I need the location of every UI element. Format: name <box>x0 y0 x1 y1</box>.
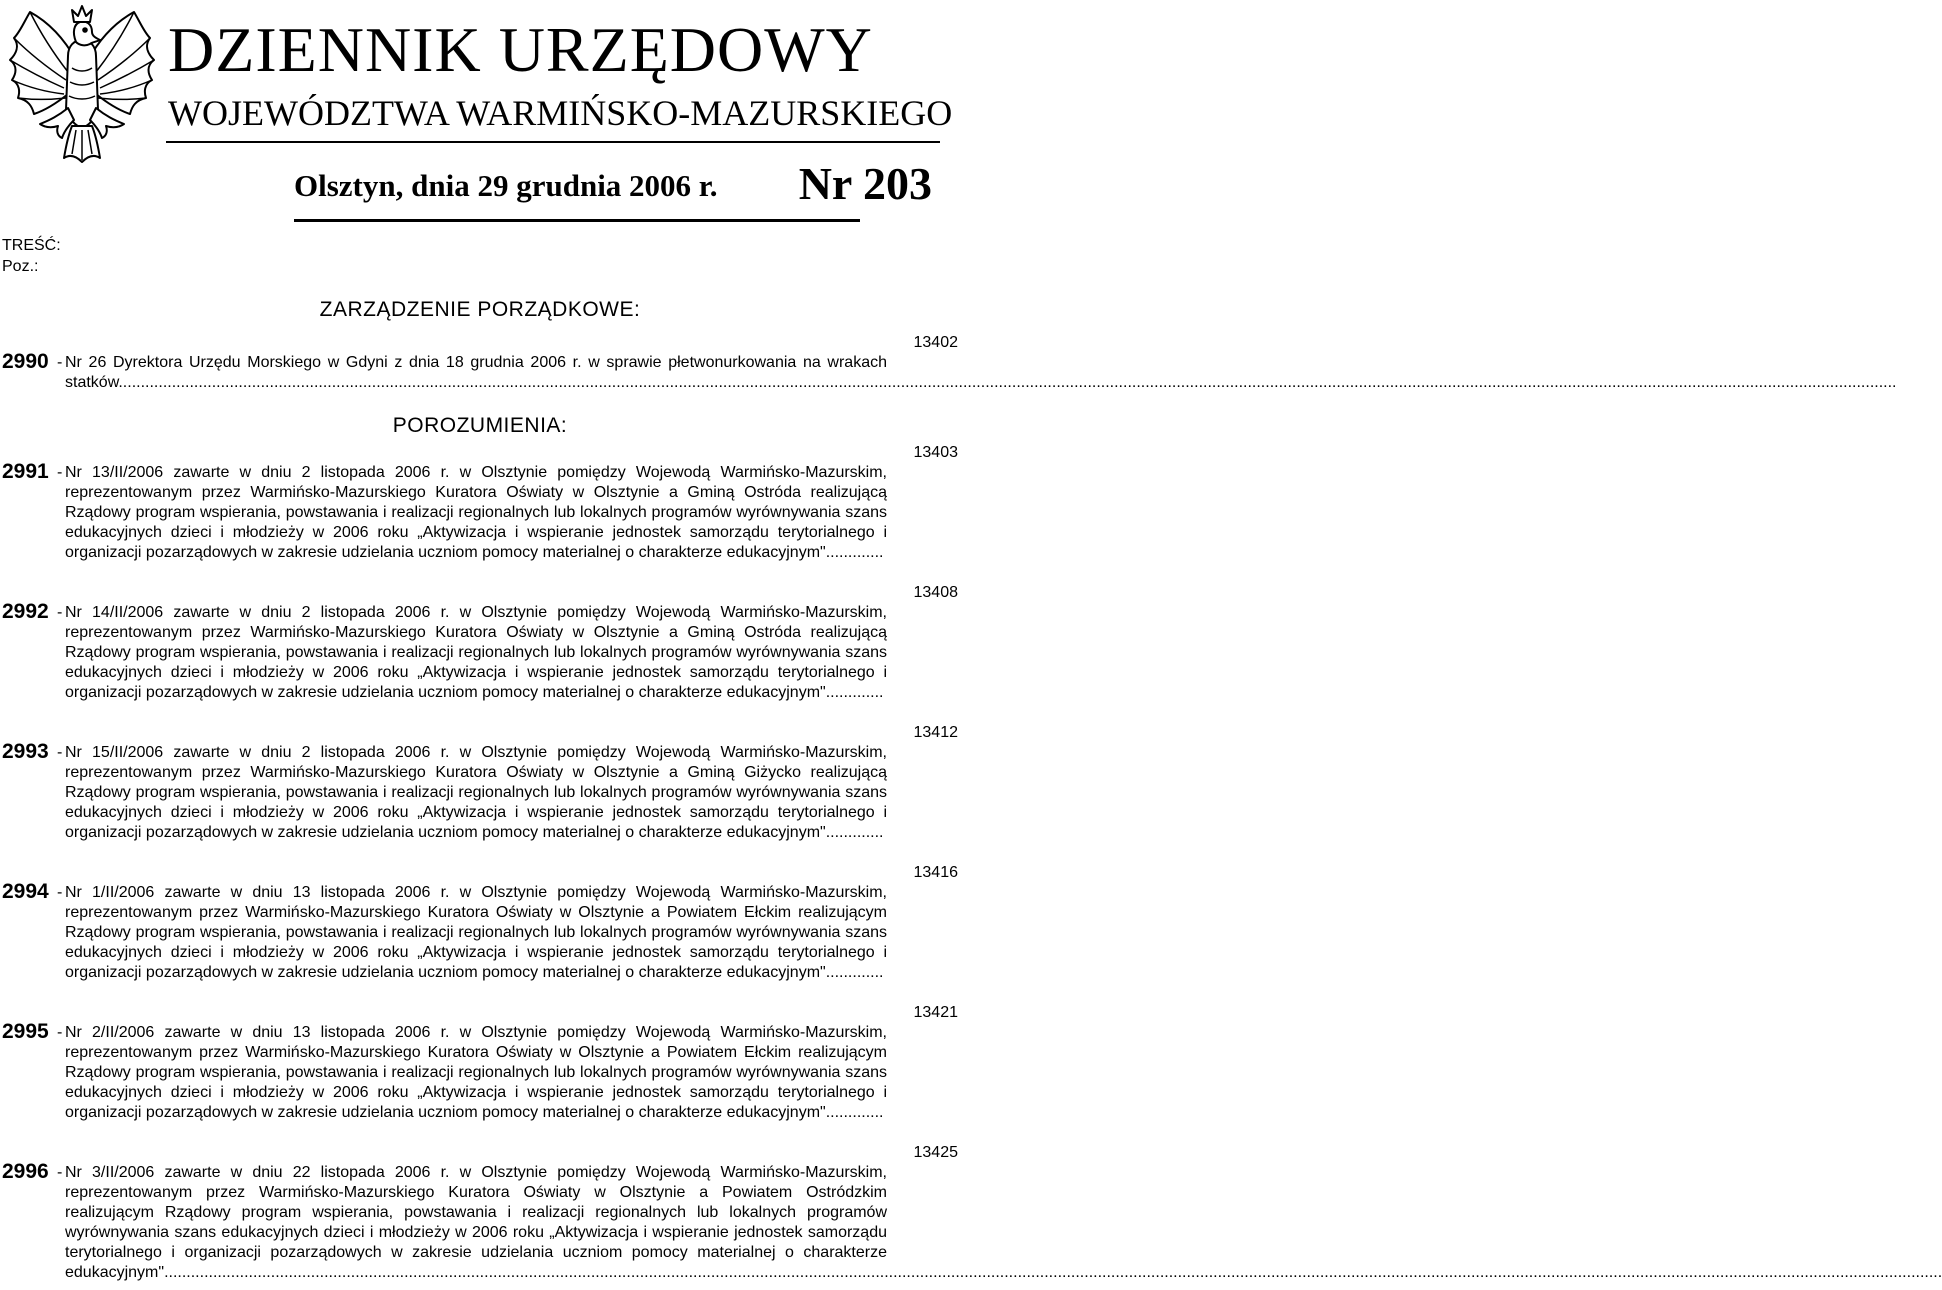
entry-title: Nr 13/II/2006 zawarte w dniu 2 listopada 2006 r. w Olsztynie pomiędzy Wojewodą Warmińsko-Mazurskim, reprezentowanym przez Warmińsko-Mazurskiego Kuratora Oświaty w Olsztynie a Gminą Ostróda realizującą Rządowy program wspierania, powstawania i realizacji regionalnych lub lokalnych programów wyrównywania szans edukacyjnych dzieci i młodzieży w 2006 roku „Aktywizacja i wspieranie jednostek samorządu terytorialnego i organizacji pozarządowych w zakresie udzielania uczniom pomocy materialnej o charakterze edukacyjnym" <box>65 464 887 561</box>
entry-text-block <box>65 353 1897 393</box>
leader-dots: ............. <box>825 1104 884 1121</box>
leader-dots: ................................................................................................................................................................................................................................................................................................................................................................................................................ <box>118 374 1897 391</box>
entry-page-number: 13412 <box>913 724 958 741</box>
entry-text-block <box>65 1023 887 1123</box>
journal-subtitle: WOJEWÓDZTWA WARMIŃSKO-MAZURSKIEGO <box>168 93 953 133</box>
dateline-rule <box>294 219 860 222</box>
entry-text-block <box>65 603 887 703</box>
entry-page-number: 13402 <box>913 334 958 351</box>
leader-dots: ............. <box>825 824 884 841</box>
entry-number: 2994 <box>2 880 49 903</box>
leader-dots: ............. <box>825 964 884 981</box>
entry-page-number: 13408 <box>913 584 958 601</box>
position-label: Poz.: <box>2 258 39 275</box>
entry-dash: - <box>57 604 63 621</box>
entry-number: 2990 <box>2 350 49 373</box>
entry-page-number: 13416 <box>913 864 958 881</box>
entry-title: Nr 1/II/2006 zawarte w dniu 13 listopada 2006 r. w Olsztynie pomiędzy Wojewodą Warmińsko-Mazurskim, reprezentowanym przez Warmińsko-Mazurskiego Kuratora Oświaty w Olsztynie a Powiatem Ełckim realizującym Rządowy program wspierania, powstawania i realizacji regionalnych lub lokalnych programów wyrównywania szans edukacyjnych dzieci i młodzieży w 2006 roku „Aktywizacja i wspieranie jednostek samorządu terytorialnego i organizacji pozarządowych w zakresie udzielania uczniom pomocy materialnej o charakterze edukacyjnym" <box>65 884 887 981</box>
entry-dash: - <box>57 1164 63 1181</box>
section-heading-orders: ZARZĄDZENIE PORZĄDKOWE: <box>319 298 641 321</box>
entry-title: Nr 26 Dyrektora Urzędu Morskiego w Gdyni z dnia 18 grudnia 2006 r. w sprawie płetwonurkowania na wrakach statków <box>65 354 887 391</box>
entry-dash: - <box>57 354 63 371</box>
entry-number: 2996 <box>2 1160 49 1183</box>
entry-title: Nr 15/II/2006 zawarte w dniu 2 listopada 2006 r. w Olsztynie pomiędzy Wojewodą Warmińsko-Mazurskim, reprezentowanym przez Warmińsko-Mazurskiego Kuratora Oświaty w Olsztynie a Gminą Giżycko realizującą Rządowy program wspierania, powstawania i realizacji regionalnych lub lokalnych programów wyrównywania szans edukacyjnych dzieci i młodzieży w 2006 roku „Aktywizacja i wspieranie jednostek samorządu terytorialnego i organizacji pozarządowych w zakresie udzielania uczniom pomocy materialnej o charakterze edukacyjnym" <box>65 744 887 841</box>
entry-title: Nr 14/II/2006 zawarte w dniu 2 listopada 2006 r. w Olsztynie pomiędzy Wojewodą Warmińsko-Mazurskim, reprezentowanym przez Warmińsko-Mazurskiego Kuratora Oświaty w Olsztynie a Gminą Ostróda realizującą Rządowy program wspierania, powstawania i realizacji regionalnych lub lokalnych programów wyrównywania szans edukacyjnych dzieci i młodzieży w 2006 roku „Aktywizacja i wspieranie jednostek samorządu terytorialnego i organizacji pozarządowych w zakresie udzielania uczniom pomocy materialnej o charakterze edukacyjnym" <box>65 604 887 701</box>
leader-dots: ................................................................................................................................................................................................................................................................................................................................................................................................................ <box>164 1264 1942 1281</box>
entry-title: Nr 2/II/2006 zawarte w dniu 13 listopada 2006 r. w Olsztynie pomiędzy Wojewodą Warmińsko-Mazurskim, reprezentowanym przez Warmińsko-Mazurskiego Kuratora Oświaty w Olsztynie a Powiatem Ełckim realizującym Rządowy program wspierania, powstawania i realizacji regionalnych lub lokalnych programów wyrównywania szans edukacyjnych dzieci i młodzieży w 2006 roku „Aktywizacja i wspieranie jednostek samorządu terytorialnego i organizacji pozarządowych w zakresie udzielania uczniom pomocy materialnej o charakterze edukacyjnym" <box>65 1024 887 1121</box>
entry-dash: - <box>57 464 63 481</box>
entry-title: Nr 3/II/2006 zawarte w dniu 22 listopada 2006 r. w Olsztynie pomiędzy Wojewodą Warmińsko-Mazurskim, reprezentowanym przez Warmińsko-Mazurskiego Kuratora Oświaty w Olsztynie a Powiatem Ostródzkim realizującym Rządowy program wspierania, powstawania i realizacji regionalnych lub lokalnych programów wyrównywania szans edukacyjnych dzieci i młodzieży w 2006 roku „Aktywizacja i wspieranie jednostek samorządu terytorialnego i organizacji pozarządowych w zakresie udzielania uczniom pomocy materialnej o charakterze edukacyjnym" <box>65 1164 887 1281</box>
entry-page-number: 13403 <box>913 444 958 461</box>
entry-number: 2991 <box>2 460 49 483</box>
leader-dots: ............. <box>825 544 884 561</box>
entry-dash: - <box>57 744 63 761</box>
entry-text-block <box>65 1163 1942 1283</box>
polish-eagle-emblem-icon <box>6 2 158 170</box>
entry-page-number: 13421 <box>913 1004 958 1021</box>
issue-number: Nr 203 <box>798 158 932 209</box>
entry-dash: - <box>57 884 63 901</box>
issue-dateline: Olsztyn, dnia 29 grudnia 2006 r. <box>294 168 718 203</box>
entry-text-block <box>65 463 887 563</box>
leader-dots: ............. <box>825 684 884 701</box>
entry-page-number: 13425 <box>913 1144 958 1161</box>
entry-number: 2992 <box>2 600 49 623</box>
journal-title: DZIENNIK URZĘDOWY <box>168 14 873 85</box>
section-heading-agreements: POROZUMIENIA: <box>392 414 568 437</box>
entry-number: 2995 <box>2 1020 49 1043</box>
entry-text-block <box>65 743 887 843</box>
entry-number: 2993 <box>2 740 49 763</box>
contents-label: TREŚĆ: <box>2 237 61 254</box>
entry-text-block <box>65 883 887 983</box>
entry-dash: - <box>57 1024 63 1041</box>
header-rule <box>166 141 940 143</box>
